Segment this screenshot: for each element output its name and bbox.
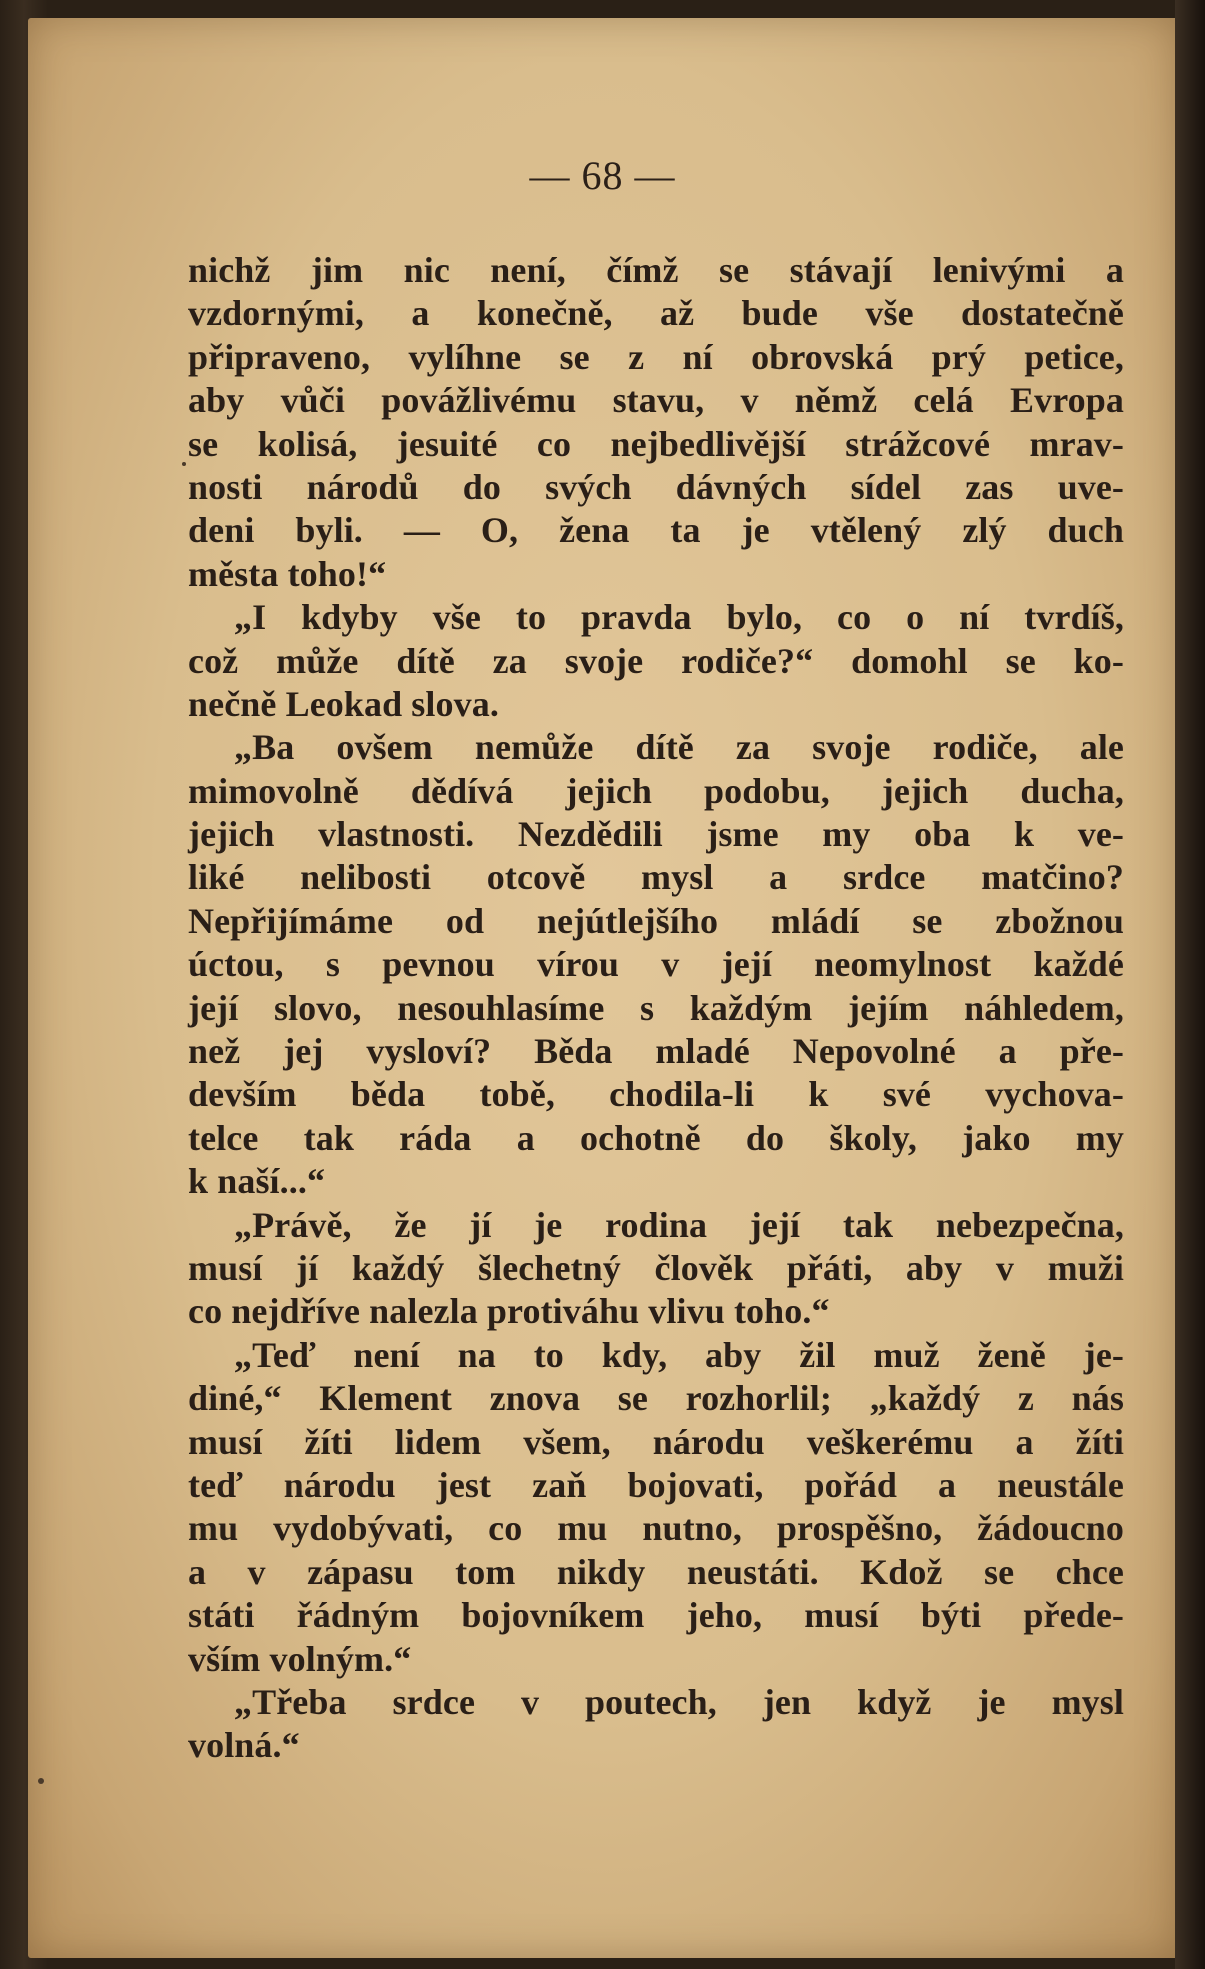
page-number: — 68 —: [529, 153, 676, 198]
text-line: volná.“: [188, 1725, 300, 1766]
text-line: „Právě, že jí je rodina její tak nebezpečna,: [234, 1204, 1124, 1245]
text-line: deni byli. — O, žena ta je vtělený zlý duch: [188, 510, 1124, 551]
text-line: diné,“ Klement znova se rozhorlil; „každý z nás: [188, 1378, 1124, 1419]
text-line: města toho!“: [188, 553, 387, 594]
text-line: „Ba ovšem nemůže dítě za svoje rodiče, ale: [234, 727, 1124, 768]
page-edge-shadow: [1175, 0, 1205, 1969]
text-line: než jej vysloví? Běda mladé Nepovolné a pře-: [188, 1031, 1124, 1072]
text-line: aby vůči povážlivému stavu, v němž celá Evropa: [188, 380, 1124, 421]
text-line: připraveno, vylíhne se z ní obrovská prý petice,: [188, 336, 1124, 377]
text-line: telce tak ráda a ochotně do školy, jako my: [188, 1117, 1124, 1158]
text-line: jejich vlastnosti. Nezdědili jsme my oba k ve-: [188, 814, 1124, 855]
text-line: devším běda tobě, chodila-li k své vychova-: [188, 1074, 1124, 1115]
text-line: musí žíti lidem všem, národu veškerému a žíti: [188, 1421, 1124, 1462]
text-line: mimovolně dědívá jejich podobu, jejich ducha,: [188, 770, 1124, 811]
text-line: úctou, s pevnou vírou v její neomylnost každé: [188, 944, 1124, 985]
text-line: se kolisá, jesuité co nejbedlivější strážcové mrav-: [188, 423, 1124, 464]
text-line: vzdornými, a konečně, až bude vše dostatečně: [188, 293, 1124, 334]
paper-speck: [182, 462, 186, 466]
text-line: nečně Leokad slova.: [188, 683, 499, 724]
text-line: „Teď není na to kdy, aby žil muž ženě je-: [234, 1334, 1124, 1375]
text-line: Nepřijímáme od nejútlejšího mládí se zbožnou: [188, 900, 1124, 941]
text-line: nichž jim nic není, čímž se stávají lenivými a: [188, 250, 1124, 290]
text-line: její slovo, nesouhlasíme s každým jejím náhledem,: [188, 987, 1124, 1028]
text-line: mu vydobývati, co mu nutno, prospěšno, žádoucno: [188, 1508, 1124, 1549]
text-line: „I kdyby vše to pravda bylo, co o ní tvrdíš,: [234, 597, 1124, 638]
text-line: teď národu jest zaň bojovati, pořád a neustále: [188, 1464, 1124, 1505]
text-line: státi řádným bojovníkem jeho, musí býti přede-: [188, 1595, 1124, 1636]
text-line: „Třeba srdce v poutech, jen když je mysl: [234, 1681, 1124, 1722]
text-line: co nejdříve nalezla protiváhu vlivu toho.“: [188, 1291, 830, 1332]
text-line: liké nelibosti otcově mysl a srdce matčino?: [188, 857, 1124, 898]
text-line: musí jí každý šlechetný člověk přáti, aby v muži: [188, 1247, 1124, 1288]
body-text: [188, 249, 1124, 1768]
text-line: nosti národů do svých dávných sídel zas uve-: [188, 466, 1124, 507]
text-line: k naší...“: [188, 1161, 326, 1202]
paper-speck: [38, 1778, 44, 1784]
text-line: což může dítě za svoje rodiče?“ domohl se ko-: [188, 640, 1124, 681]
text-line: vším volným.“: [188, 1638, 412, 1679]
text-line: a v zápasu tom nikdy neustáti. Kdož se chce: [188, 1551, 1124, 1592]
